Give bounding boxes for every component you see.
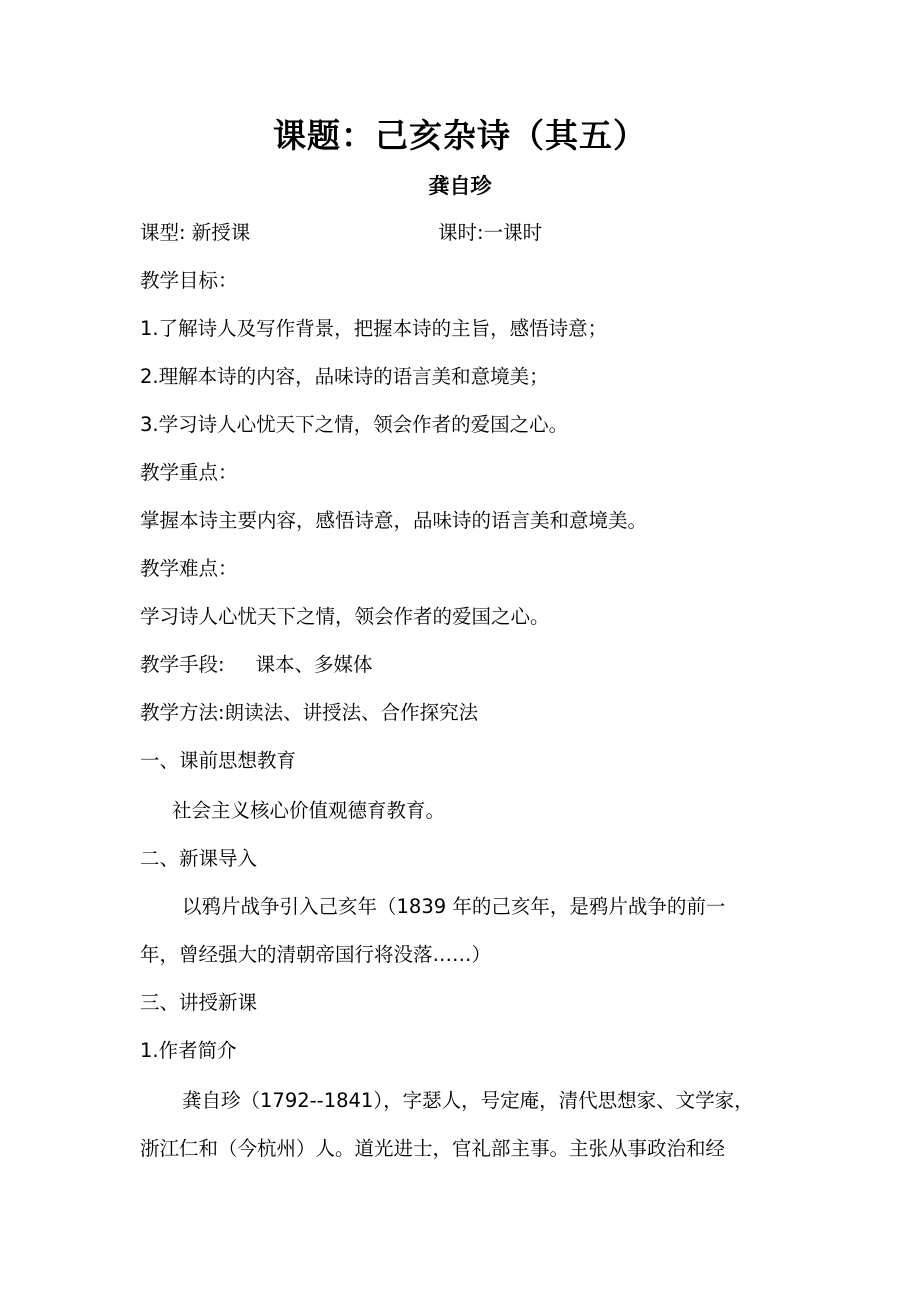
section-1-text: 社会主义核心价值观德育教育。 [172,799,446,822]
section-2-text-line-1: 以鸦片战争引入己亥年（1839 年的己亥年，是鸦片战争的前一 [182,895,726,918]
objective-item-1: 1.了解诗人及写作背景，把握本诗的主旨，感悟诗意； [140,317,608,340]
course-time: 课时:一课时 [438,221,543,244]
teaching-methods: 教学方法:朗读法、讲授法、合作探究法 [140,701,479,724]
author-intro-line-1: 龚自珍（1792--1841），字瑟人，号定庵，清代思想家、文学家， [182,1089,754,1112]
difficulties-text: 学习诗人心忧天下之情，领会作者的爱国之心。 [140,605,550,628]
teaching-means: 教学手段: 课本、多媒体 [140,653,373,676]
section-2-text-line-2: 年，曾经强大的清朝帝国行将没落……） [140,943,492,966]
lesson-title: 课题：己亥杂诗（其五） [273,116,647,155]
author-intro-heading: 1.作者简介 [140,1039,237,1062]
objective-item-3: 3.学习诗人心忧天下之情，领会作者的爱国之心。 [140,413,569,436]
section-2-heading: 二、新课导入 [140,847,258,870]
section-3-heading: 三、讲授新课 [140,991,258,1014]
key-points-text: 掌握本诗主要内容，感悟诗意，品味诗的语言美和意境美。 [140,509,648,532]
objectives-heading: 教学目标： [140,269,238,292]
author-intro-line-2: 浙江仁和（今杭州）人。道光进士，官礼部主事。主张从事政治和经 [140,1137,726,1160]
section-1-heading: 一、课前思想教育 [140,749,297,772]
poem-author: 龚自珍 [428,174,492,198]
course-type: 课型: 新授课 [140,221,251,244]
key-points-heading: 教学重点： [140,461,238,484]
objective-item-2: 2.理解本诗的内容，品味诗的语言美和意境美； [140,365,549,388]
difficulties-heading: 教学难点： [140,557,238,580]
